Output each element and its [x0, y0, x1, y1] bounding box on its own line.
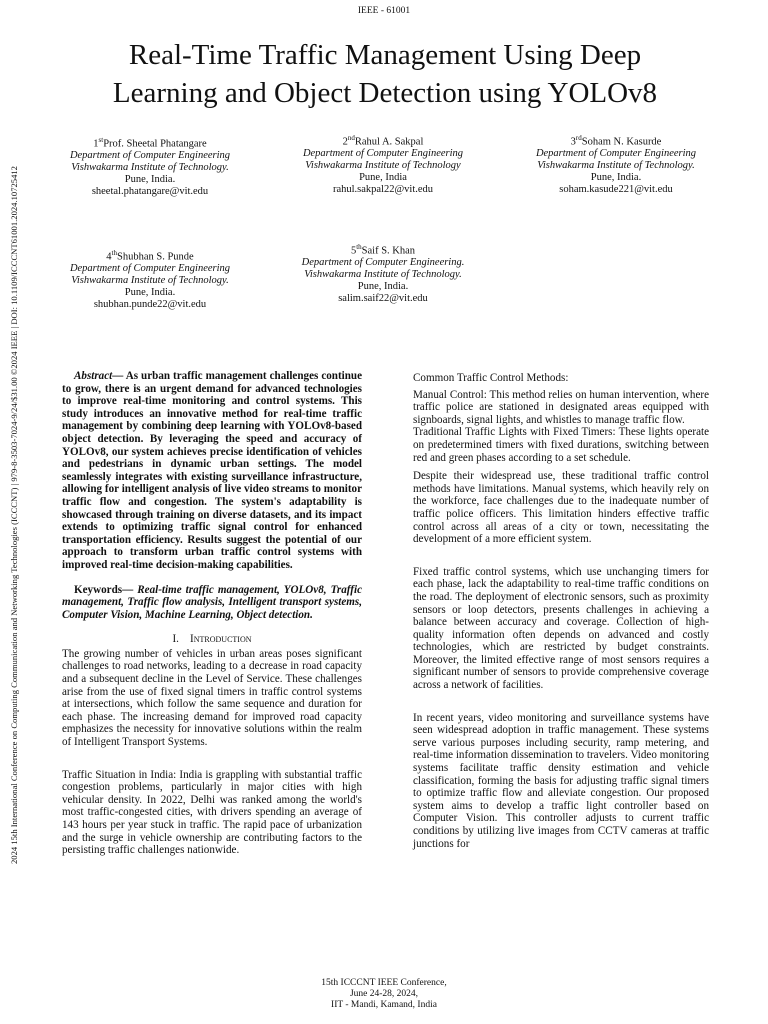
abstract-text: As urban traffic management challenges continue to grow, there is an urgent demand for advanced technologies to improve real-time monitoring and control systems. This study introduces an innovative method for real-time traffic management by combining deep learning with YOLOv8-based object detection. By leveraging the speed and accuracy of YOLOv8, our system achieves precise identification of vehicles and pedestrians in dynamic urban settings. The model seamlessly integrates with existing surveillance infrastructure, allowing for intelligent analysis of live video streams to monitor traffic flow and congestion. The system's adaptability is showcased through training on diverse datasets, and its impact extends to optimizing traffic signal control for enhanced transportation efficiency. Results suggest the potential of our approach to transform urban traffic control systems with improved real-time decision-making capabilities. [62, 370, 362, 571]
author-name: Shubhan S. Punde [116, 251, 194, 263]
manual-control-paragraph: Manual Control: This method relies on human intervention, where traffic police are stationed in designated areas equipped with signboards, signal lights, and whistles to manage traffic flow. [413, 388, 709, 426]
author-location: Pune, India. [590, 171, 642, 183]
author-email: shubhan.punde22@vit.edu [93, 298, 207, 310]
limitations-paragraph: Despite their widespread use, these traditional traffic control methods have limitations. Manual systems, which heavily rely on the workforce, face challenges due to the inadequate number of traffic police officers. This limitation hinders effective traffic control across all areas of a city or town, necessitating the development of a more efficient system. [413, 470, 709, 546]
keywords [62, 584, 362, 622]
footer-venue: IIT - Mandi, Kamand, India [331, 1000, 437, 1010]
sidebar-citation [4, 120, 24, 910]
title-line-2: Learning and Object Detection using YOLOv8 [112, 77, 658, 109]
keywords-label: Keywords— [74, 583, 134, 596]
fixed-systems-paragraph: Fixed traffic control systems, which use unchanging timers for each phase, lack the adaptability to real-time traffic conditions on the road. The deployment of electronic sensors, such as proximity sensors or loop detectors, presents challenges in achieving a balance between accuracy and coverage. Collection of high-quality information often depends on advanced and costly technologies, which are restricted by budget constraints. Moreover, the limited effective range of most sensors requires a significant number of sensors to provide comprehensive coverage across a network of facilities. [413, 565, 709, 692]
author-location: Pune, India. [357, 280, 409, 292]
fixed-timer-paragraph: Traditional Traffic Lights with Fixed Timers: These lights operate on predetermined timers with fixed durations, switching between red and green phases according to a set schedule. [413, 426, 709, 464]
author-dept: Department of Computer Engineering [69, 263, 231, 275]
title-line-1: Real-Time Traffic Management Using Deep [128, 39, 642, 71]
left-column [62, 370, 362, 857]
author-block-1: 1stProf. Sheetal Phatangare Department of Computer Engineering Vishwakarma Institute of Technology. Pune, India. sheetal.phatangare@vit.edu [50, 135, 250, 197]
video-monitoring-paragraph: In recent years, video monitoring and surveillance systems have seen widespread adoption in traffic management. These systems serve various purposes including security, ramp metering, and real-time information dissemination to travelers. Video monitoring systems facilitate traffic density estimation and vehicle classification, forming the basis for adjusting traffic signal timers to optimize traffic flow and alleviate congestion. Our proposed system aims to develop a traffic light controller based on Computer Vision. This controller adjusts to current traffic conditions by utilizing live images from CCTV cameras at traffic junctions for [413, 711, 709, 850]
author-dept: Department of Computer Engineering [69, 150, 231, 162]
author-email: salim.saif22@vit.edu [338, 292, 428, 304]
intro-paragraph-1: The growing number of vehicles in urban areas poses significant challenges to road networks, leading to a decrease in road capacity and a subsequent decline in the Level of Service. These challenges arise from the use of fixed signal timers in traffic control systems at intersections, which follow the same sequence and duration for each phase. The increasing demand for improved road capacity emphasizes the necessity for innovative solutions within the realm of Intelligent Transport Systems. [62, 647, 362, 749]
author-inst: Vishwakarma Institute of Technology [305, 160, 461, 172]
paper-title [40, 36, 730, 112]
author-email: soham.kasude221@vit.edu [559, 183, 673, 195]
author-location: Pune, India. [124, 173, 176, 185]
conference-id: IEEE - 61001 [357, 6, 411, 16]
sidebar-citation-text: 2024 15th International Conference on Computing Communication and Networking Technologies (ICCCNT) | 979-8-3503-7024-9/24/$31.00 ©2024 IEEE | DOI: 10.1109/ICCCNT61001.2024.10725412 [9, 166, 19, 864]
author-dept: Department of Computer Engineering [302, 148, 464, 160]
author-name: Saif S. Khan [361, 245, 416, 257]
author-block-5: 5thSaif S. Khan Department of Computer Engineering. Vishwakarma Institute of Technology. Pune, India. salim.saif22@vit.edu [283, 242, 483, 304]
author-email: rahul.sakpal22@vit.edu [332, 183, 434, 195]
footer [0, 978, 768, 1011]
author-block-4: 4thShubhan S. Punde Department of Computer Engineering Vishwakarma Institute of Technology. Pune, India. shubhan.punde22@vit.edu [50, 248, 250, 310]
author-inst: Vishwakarma Institute of Technology. [304, 269, 462, 281]
intro-paragraph-2: Traffic Situation in India: India is grappling with substantial traffic congestion problems, particularly in major cities with high vehicular density. In 2022, Delhi was ranked among the world's most traffic-congested cities, with drivers spending an average of 143 hours per year stuck in traffic. The rapid pace of urbanization and the surge in vehicle ownership are contributing factors to the persisting traffic challenges nationwide. [62, 768, 362, 857]
author-block-3: 3rdSoham N. Kasurde Department of Computer Engineering Vishwakarma Institute of Technology. Pune, India. soham.kasude221@vit.edu [516, 133, 716, 195]
methods-heading: Common Traffic Control Methods: [413, 372, 569, 384]
abstract-label: Abstract— [74, 370, 124, 382]
author-location: Pune, India [359, 171, 407, 183]
author-name: Soham N. Kasurde [581, 136, 662, 148]
footer-conference: 15th ICCCNT IEEE Conference, [321, 978, 447, 988]
author-inst: Vishwakarma Institute of Technology. [71, 162, 229, 174]
right-column [413, 372, 709, 850]
author-inst: Vishwakarma Institute of Technology. [537, 160, 695, 172]
author-name: Rahul A. Sakpal [354, 136, 424, 148]
author-name: Prof. Sheetal Phatangare [103, 138, 207, 150]
section-heading-introduction: I. Introduction [172, 633, 252, 646]
author-inst: Vishwakarma Institute of Technology. [71, 275, 229, 287]
author-location: Pune, India. [124, 286, 176, 298]
author-block-2: 2ndRahul A. Sakpal Department of Computer Engineering Vishwakarma Institute of Technology Pune, India rahul.sakpal22@vit.edu [283, 133, 483, 195]
keywords-text: Real-time traffic management, YOLOv8, Traffic management, Traffic flow analysis, Intelligent transport systems, Computer Vision, Machine Learning, Object detection. [62, 583, 362, 621]
author-dept: Department of Computer Engineering [535, 148, 697, 160]
abstract [62, 370, 362, 572]
author-email: sheetal.phatangare@vit.edu [91, 185, 209, 197]
author-dept: Department of Computer Engineering. [301, 257, 465, 269]
footer-dates: June 24-28, 2024, [349, 989, 419, 999]
